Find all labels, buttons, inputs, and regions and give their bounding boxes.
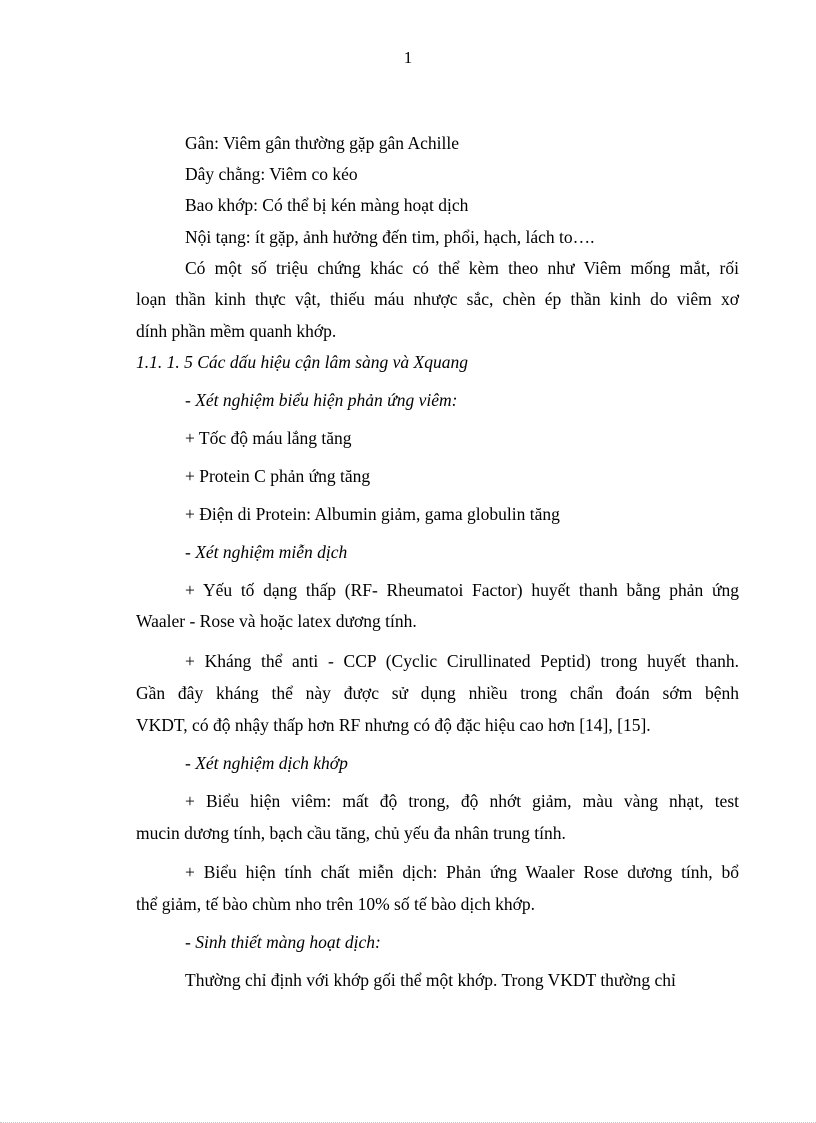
paragraph-line: dính phần mềm quanh khớp.	[136, 321, 337, 341]
subheading: - Xét nghiệm biểu hiện phản ứng viêm:	[185, 390, 458, 410]
section-heading: 1.1. 1. 5 Các dấu hiệu cận lâm sàng và Xquang	[136, 352, 468, 372]
paragraph-line: Nội tạng: ít gặp, ảnh hưởng đến tim, phổi, hạch, lách to….	[185, 227, 595, 247]
subheading: - Xét nghiệm miễn dịch	[185, 542, 348, 562]
paragraph-line: mucin dương tính, bạch cầu tăng, chủ yếu đa nhân trung tính.	[136, 823, 566, 843]
list-item: + Điện di Protein: Albumin giảm, gama globulin tăng	[185, 504, 560, 524]
subheading: - Sinh thiết màng hoạt dịch:	[185, 932, 381, 952]
paragraph-line: Bao khớp: Có thể bị kén màng hoạt dịch	[185, 195, 469, 215]
paragraph-line: loạn thần kinh thực vật, thiếu máu nhược sắc, chèn ép thần kinh do viêm xơ	[136, 289, 739, 309]
list-item: + Protein C phản ứng tăng	[185, 466, 371, 486]
paragraph-line: Thường chỉ định với khớp gối thể một khớp. Trong VKDT thường chỉ	[185, 970, 676, 990]
page-number: 1	[403, 48, 413, 67]
paragraph-line: Waaler - Rose và hoặc latex dương tính.	[136, 611, 417, 631]
subheading: - Xét nghiệm dịch khớp	[185, 753, 348, 773]
list-item: + Kháng thể anti - CCP (Cyclic Cirullinated Peptid) trong huyết thanh.	[185, 651, 739, 671]
list-item: + Tốc độ máu lắng tăng	[185, 428, 352, 448]
paragraph-line: Có một số triệu chứng khác có thể kèm theo như Viêm mống mắt, rối	[185, 258, 739, 278]
paragraph-line: Gần đây kháng thể này được sử dụng nhiều trong chẩn đoán sớm bệnh	[136, 683, 739, 703]
list-item: + Biểu hiện tính chất miễn dịch: Phản ứng Waaler Rose dương tính, bổ	[185, 862, 739, 882]
paragraph-line: thể giảm, tế bào chùm nho trên 10% số tế bào dịch khớp.	[136, 894, 536, 914]
list-item: + Biểu hiện viêm: mất độ trong, độ nhớt giảm, màu vàng nhạt, test	[185, 791, 739, 811]
paragraph-line: Dây chằng: Viêm co kéo	[185, 164, 358, 184]
paragraph-line: VKDT, có độ nhậy thấp hơn RF nhưng có độ đặc hiệu cao hơn [14], [15].	[136, 715, 651, 735]
list-item: + Yếu tố dạng thấp (RF- Rheumatoi Factor) huyết thanh bằng phản ứng	[185, 580, 739, 600]
paragraph-line: Gân: Viêm gân thường gặp gân Achille	[185, 133, 459, 153]
